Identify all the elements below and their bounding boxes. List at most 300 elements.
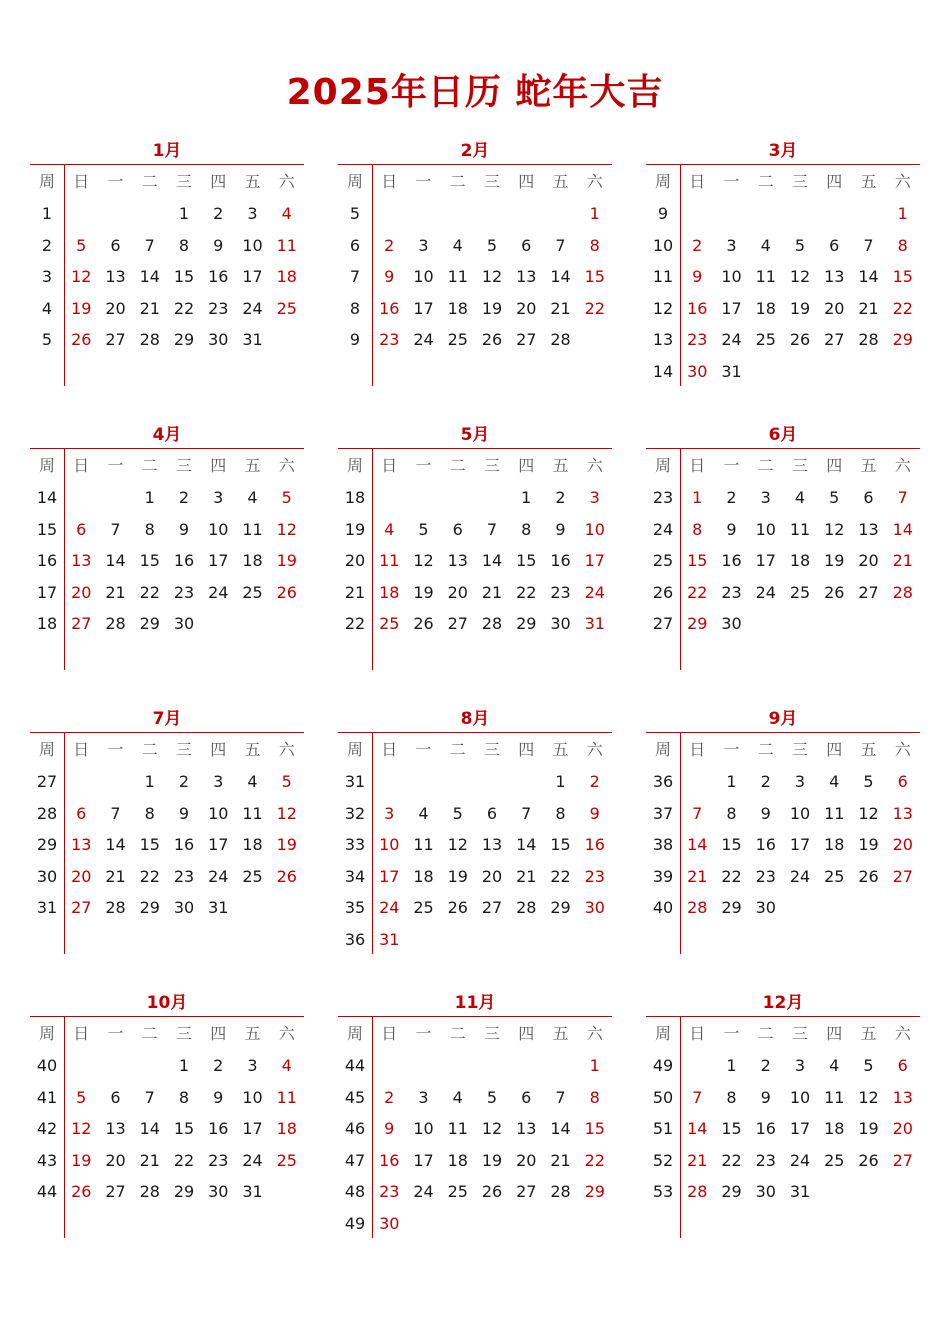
day-cell: 18 (824, 835, 845, 855)
day-cell: 14 (105, 551, 126, 571)
month-title: 11月 (454, 993, 496, 1013)
week-number: 22 (344, 614, 366, 634)
week-number: 40 (36, 1056, 58, 1075)
weekday-header: 三 (791, 740, 808, 759)
day-cell: 7 (110, 519, 121, 539)
weekend-day-cell: 10 (379, 835, 400, 855)
week-number: 39 (652, 866, 674, 886)
weekday-header: 一 (723, 456, 740, 475)
day-cell: 7 (555, 1087, 566, 1107)
day-cell: 17 (208, 551, 229, 571)
weekday-header: 六 (894, 740, 911, 759)
weekend-day-cell: 12 (71, 267, 92, 287)
weekday-header: 五 (552, 1024, 569, 1043)
day-cell: 7 (521, 803, 532, 823)
day-cell: 23 (173, 582, 195, 602)
week-number: 18 (36, 614, 58, 634)
day-cell: 13 (516, 1119, 537, 1139)
day-cell: 24 (413, 330, 434, 350)
weekday-header: 日 (73, 456, 90, 475)
day-cell: 1 (726, 772, 737, 791)
weekend-day-cell: 29 (687, 614, 708, 634)
day-cell: 2 (178, 772, 190, 791)
weekday-header: 四 (518, 172, 535, 191)
month-header-divider (338, 732, 612, 733)
week-number: 46 (344, 1119, 366, 1139)
weekday-header: 五 (552, 740, 569, 759)
day-cell: 25 (789, 582, 811, 602)
month-header-divider (338, 1016, 612, 1017)
weekend-day-cell: 6 (76, 519, 87, 539)
day-cell: 25 (755, 330, 776, 350)
weekend-day-cell: 16 (687, 298, 708, 318)
weekday-header: 四 (210, 172, 227, 191)
weekend-day-cell: 25 (276, 298, 297, 318)
day-cell: 22 (721, 1150, 742, 1170)
week-number: 36 (344, 930, 366, 949)
weekend-day-cell: 19 (276, 551, 297, 571)
weekday-header: 二 (757, 740, 774, 759)
day-cell: 12 (858, 1087, 879, 1107)
weekend-day-cell: 23 (687, 330, 708, 350)
day-cell: 15 (721, 1119, 742, 1139)
day-cell: 23 (755, 1150, 776, 1170)
day-cell: 22 (173, 1150, 195, 1170)
weekday-header: 二 (141, 1024, 158, 1043)
day-cell: 22 (721, 866, 742, 886)
week-number: 27 (36, 772, 58, 791)
weekday-header: 一 (723, 740, 740, 759)
weekday-header: 日 (689, 172, 706, 191)
day-cell: 31 (242, 330, 263, 350)
day-cell: 21 (139, 1150, 160, 1170)
day-cell: 17 (242, 267, 263, 287)
weekday-header: 五 (860, 172, 877, 191)
weekday-header: 四 (826, 1024, 843, 1043)
weekend-day-cell: 20 (892, 835, 913, 855)
weekend-day-cell: 21 (892, 551, 913, 571)
day-cell: 19 (413, 582, 434, 602)
week-number-header: 周 (38, 456, 55, 475)
day-cell: 27 (105, 330, 126, 350)
week-number: 43 (36, 1150, 58, 1170)
weekend-day-cell: 24 (584, 582, 605, 602)
day-cell: 21 (105, 582, 126, 602)
day-cell: 31 (721, 362, 742, 381)
weekday-header: 六 (278, 1024, 295, 1043)
day-cell: 23 (208, 298, 229, 318)
weekday-header: 三 (175, 172, 192, 191)
day-cell: 10 (208, 519, 229, 539)
day-cell: 24 (242, 298, 263, 318)
day-cell: 11 (242, 803, 263, 823)
day-cell: 29 (516, 614, 537, 634)
day-cell: 22 (550, 866, 571, 886)
month-block (646, 134, 920, 388)
weekday-header: 四 (518, 456, 535, 475)
day-cell: 8 (726, 803, 737, 823)
day-cell: 24 (242, 1150, 263, 1170)
week-number: 5 (349, 204, 361, 223)
day-cell: 19 (858, 1119, 879, 1139)
day-cell: 20 (824, 298, 845, 318)
day-cell: 20 (105, 298, 126, 318)
week-number-header: 周 (38, 740, 55, 759)
weekday-header: 五 (860, 1024, 877, 1043)
week-number-header: 周 (654, 172, 671, 191)
week-number: 49 (344, 1214, 366, 1233)
weekday-header: 五 (244, 456, 261, 475)
week-number: 13 (652, 330, 674, 350)
month-block (646, 702, 920, 956)
weekend-day-cell: 6 (76, 803, 87, 823)
day-cell: 22 (139, 866, 160, 886)
weekend-day-cell: 22 (584, 298, 605, 318)
week-number-header: 周 (346, 172, 363, 191)
day-cell: 22 (516, 582, 537, 602)
weekday-header: 六 (894, 172, 911, 191)
month-header-divider (30, 448, 304, 449)
day-cell: 16 (173, 835, 195, 855)
day-cell: 7 (863, 235, 874, 255)
day-cell: 3 (794, 1056, 806, 1075)
day-cell: 29 (550, 898, 571, 918)
month-header-divider (338, 448, 612, 449)
day-cell: 15 (550, 835, 571, 855)
weekday-header: 一 (723, 172, 740, 191)
day-cell: 25 (242, 866, 263, 886)
day-cell: 30 (173, 614, 195, 634)
day-cell: 27 (824, 330, 845, 350)
weekend-day-cell: 28 (687, 898, 708, 918)
day-cell: 8 (521, 519, 532, 539)
weekend-day-cell: 5 (281, 488, 292, 507)
day-cell: 17 (721, 298, 742, 318)
day-cell: 6 (110, 1087, 121, 1107)
day-cell: 5 (829, 488, 840, 507)
month-block (30, 134, 304, 388)
weekend-day-cell: 1 (589, 204, 600, 223)
day-cell: 12 (858, 803, 879, 823)
weekend-day-cell: 26 (71, 1182, 92, 1202)
day-cell: 24 (721, 330, 742, 350)
day-cell: 2 (213, 204, 224, 223)
weekday-header: 日 (73, 740, 90, 759)
weekday-header: 四 (210, 456, 227, 475)
weekend-day-cell: 21 (687, 866, 708, 886)
week-number: 24 (652, 519, 674, 539)
week-number: 18 (344, 488, 366, 507)
day-cell: 23 (173, 866, 195, 886)
weekend-day-cell: 12 (276, 519, 297, 539)
day-cell: 30 (208, 330, 229, 350)
weekday-header: 三 (175, 740, 192, 759)
day-cell: 12 (447, 835, 468, 855)
weekday-header: 一 (107, 456, 124, 475)
weekend-day-cell: 22 (584, 1150, 605, 1170)
week-number: 14 (652, 362, 674, 381)
day-cell: 18 (755, 298, 776, 318)
weekend-day-cell: 8 (897, 235, 908, 255)
month-header-divider (30, 732, 304, 733)
weekend-day-cell: 20 (71, 582, 92, 602)
day-cell: 6 (452, 519, 463, 539)
day-cell: 16 (208, 1119, 229, 1139)
week-number: 1 (41, 204, 53, 223)
day-cell: 24 (755, 582, 776, 602)
week-number-header: 周 (654, 1024, 671, 1043)
weekday-header: 二 (141, 456, 158, 475)
day-cell: 2 (178, 488, 190, 507)
day-cell: 23 (755, 866, 776, 886)
month-title: 5月 (460, 425, 490, 445)
day-cell: 20 (516, 1150, 537, 1170)
week-number: 7 (349, 267, 361, 287)
day-cell: 5 (452, 803, 463, 823)
day-cell: 26 (858, 866, 879, 886)
weekday-header: 四 (826, 456, 843, 475)
day-cell: 18 (242, 551, 263, 571)
weekday-header: 三 (483, 456, 500, 475)
week-number: 51 (652, 1119, 674, 1139)
day-cell: 11 (824, 803, 845, 823)
weekend-day-cell: 27 (71, 898, 92, 918)
day-cell: 15 (516, 551, 537, 571)
weekend-day-cell: 27 (892, 866, 913, 886)
day-cell: 14 (481, 551, 503, 571)
day-cell: 16 (550, 551, 571, 571)
day-cell: 20 (516, 298, 537, 318)
day-cell: 4 (247, 488, 258, 507)
weekday-header: 一 (415, 1024, 432, 1043)
day-cell: 19 (789, 298, 811, 318)
day-cell: 8 (178, 235, 190, 255)
weekend-day-cell: 16 (584, 835, 605, 855)
weekend-day-cell: 27 (892, 1150, 913, 1170)
weekend-day-cell: 19 (71, 1150, 92, 1170)
weekday-header: 四 (518, 1024, 535, 1043)
day-cell: 4 (829, 772, 840, 791)
day-cell: 18 (824, 1119, 845, 1139)
day-cell: 21 (481, 582, 503, 602)
day-cell: 4 (452, 1087, 463, 1107)
month-title: 12月 (762, 993, 804, 1013)
weekday-header: 一 (415, 172, 432, 191)
weekend-day-cell: 11 (379, 551, 400, 571)
week-number: 19 (344, 519, 366, 539)
day-cell: 15 (173, 1119, 195, 1139)
day-cell: 14 (550, 267, 571, 287)
week-number: 9 (657, 204, 669, 223)
day-cell: 20 (447, 582, 468, 602)
weekend-day-cell: 18 (276, 267, 297, 287)
weekday-header: 五 (244, 172, 261, 191)
day-cell: 7 (144, 1087, 155, 1107)
weekday-header: 一 (723, 1024, 740, 1043)
weekend-day-cell: 8 (692, 519, 703, 539)
day-cell: 20 (858, 551, 879, 571)
weekend-day-cell: 18 (276, 1119, 297, 1139)
weekend-day-cell: 14 (687, 1119, 708, 1139)
weekend-day-cell: 12 (71, 1119, 92, 1139)
weekend-day-cell: 2 (589, 772, 600, 791)
week-number: 34 (344, 866, 366, 886)
weekend-day-cell: 12 (276, 803, 297, 823)
month-title: 10月 (146, 993, 188, 1013)
week-number: 49 (652, 1056, 674, 1075)
weekend-day-cell: 7 (897, 488, 908, 507)
week-number: 9 (349, 330, 361, 350)
day-cell: 21 (858, 298, 879, 318)
weekday-header: 日 (381, 740, 398, 759)
weekday-header: 六 (894, 1024, 911, 1043)
weekday-header: 一 (107, 740, 124, 759)
month-block (338, 702, 612, 956)
day-cell: 5 (486, 1087, 498, 1107)
month-block (646, 418, 920, 672)
day-cell: 13 (858, 519, 879, 539)
day-cell: 27 (858, 582, 879, 602)
weekday-header: 一 (415, 740, 432, 759)
month-header-divider (338, 164, 612, 165)
week-number: 26 (652, 582, 674, 602)
week-number: 38 (652, 835, 674, 855)
week-number-header: 周 (346, 740, 363, 759)
week-number: 17 (36, 582, 58, 602)
day-cell: 11 (824, 1087, 845, 1107)
day-cell: 4 (452, 235, 463, 255)
day-cell: 14 (550, 1119, 571, 1139)
weekday-header: 六 (278, 740, 295, 759)
day-cell: 1 (144, 488, 155, 507)
day-cell: 15 (173, 267, 195, 287)
day-cell: 9 (760, 1087, 771, 1107)
day-cell: 11 (447, 1119, 468, 1139)
day-cell: 30 (721, 614, 742, 634)
day-cell: 14 (105, 835, 126, 855)
day-cell: 1 (178, 1056, 190, 1075)
weekend-day-cell: 20 (71, 866, 92, 886)
day-cell: 10 (242, 1087, 263, 1107)
day-cell: 21 (550, 1150, 571, 1170)
month-title: 8月 (460, 709, 490, 729)
day-cell: 24 (413, 1182, 434, 1202)
day-cell: 25 (447, 1182, 468, 1202)
weekday-header: 四 (518, 740, 535, 759)
weekend-day-cell: 15 (584, 1119, 605, 1139)
weekday-header: 二 (449, 172, 466, 191)
day-cell: 7 (110, 803, 121, 823)
week-number: 6 (349, 235, 361, 255)
day-cell: 3 (760, 488, 771, 507)
day-cell: 20 (105, 1150, 126, 1170)
week-number: 28 (36, 803, 58, 823)
day-cell: 21 (139, 298, 160, 318)
week-number: 15 (36, 519, 58, 539)
day-cell: 10 (789, 1087, 811, 1107)
weekend-day-cell: 25 (276, 1150, 297, 1170)
weekday-header: 三 (483, 740, 500, 759)
day-cell: 28 (139, 330, 160, 350)
weekday-header: 五 (244, 740, 261, 759)
month-header-divider (646, 1016, 920, 1017)
page-title: 2025年日历 蛇年大吉 (286, 72, 664, 113)
day-cell: 18 (789, 551, 811, 571)
weekday-header: 四 (210, 1024, 227, 1043)
weekend-day-cell: 10 (584, 519, 605, 539)
day-cell: 10 (413, 267, 434, 287)
weekday-header: 三 (483, 1024, 500, 1043)
day-cell: 26 (481, 330, 503, 350)
weekday-header: 二 (449, 740, 466, 759)
day-cell: 18 (447, 298, 468, 318)
day-cell: 13 (824, 267, 845, 287)
weekend-day-cell: 18 (379, 582, 400, 602)
weekday-header: 六 (278, 456, 295, 475)
day-cell: 25 (242, 582, 263, 602)
day-cell: 16 (173, 551, 195, 571)
day-cell: 16 (208, 267, 229, 287)
month-block (338, 134, 612, 388)
day-cell: 8 (178, 1087, 190, 1107)
week-number: 8 (349, 298, 361, 318)
day-cell: 2 (555, 488, 566, 507)
day-cell: 4 (829, 1056, 840, 1075)
weekday-header: 一 (107, 1024, 124, 1043)
day-cell: 31 (242, 1182, 263, 1202)
day-cell: 1 (144, 772, 155, 791)
day-cell: 23 (208, 1150, 229, 1170)
weekend-day-cell: 5 (76, 235, 87, 255)
day-cell: 1 (178, 204, 190, 223)
week-number: 23 (652, 488, 674, 507)
day-cell: 9 (760, 803, 771, 823)
weekday-header: 二 (757, 1024, 774, 1043)
weekend-day-cell: 17 (584, 551, 605, 571)
day-cell: 6 (863, 488, 874, 507)
day-cell: 9 (213, 235, 224, 255)
day-cell: 3 (213, 488, 224, 507)
weekend-day-cell: 27 (71, 614, 92, 634)
month-block (30, 418, 304, 672)
day-cell: 26 (413, 614, 434, 634)
week-number: 16 (36, 551, 58, 571)
weekend-day-cell: 9 (384, 1119, 395, 1139)
day-cell: 15 (721, 835, 742, 855)
weekend-day-cell: 30 (584, 898, 605, 918)
day-cell: 30 (550, 614, 571, 634)
day-cell: 11 (789, 519, 811, 539)
day-cell: 16 (721, 551, 742, 571)
month-header-divider (30, 1016, 304, 1017)
day-cell: 21 (105, 866, 126, 886)
day-cell: 14 (139, 267, 160, 287)
day-cell: 16 (755, 1119, 776, 1139)
weekend-day-cell: 1 (897, 204, 908, 223)
day-cell: 9 (178, 803, 190, 823)
weekend-day-cell: 4 (281, 204, 292, 223)
weekday-header: 三 (791, 172, 808, 191)
day-cell: 21 (516, 866, 537, 886)
week-number: 44 (36, 1182, 58, 1202)
weekend-day-cell: 6 (897, 772, 908, 791)
weekday-header: 日 (381, 1024, 398, 1043)
day-cell: 6 (486, 803, 498, 823)
week-number: 50 (652, 1087, 674, 1107)
day-cell: 30 (755, 898, 776, 918)
day-cell: 17 (242, 1119, 263, 1139)
weekend-day-cell: 2 (384, 1087, 395, 1107)
